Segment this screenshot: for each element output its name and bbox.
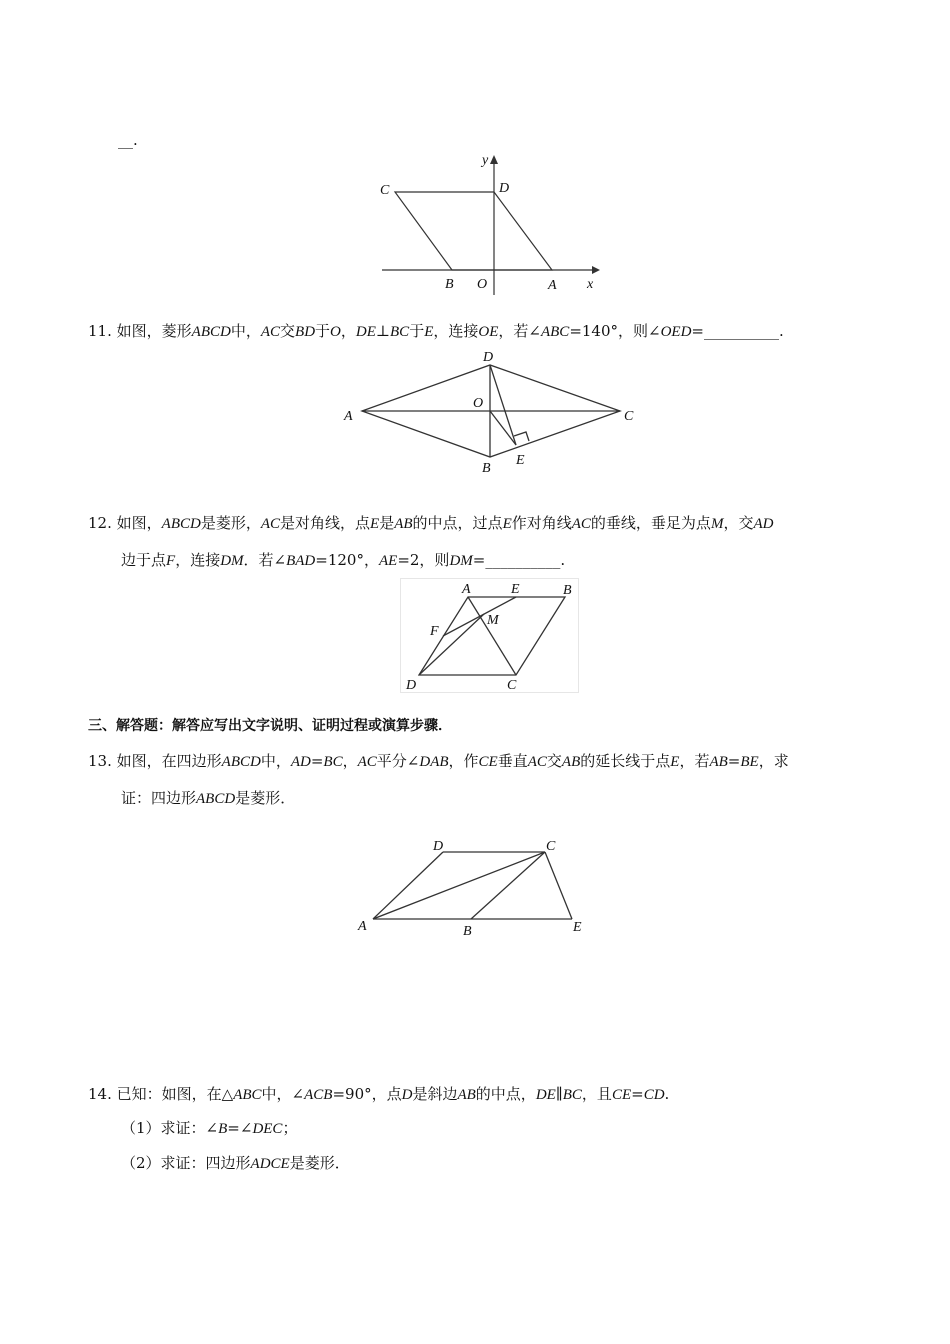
label-e: E — [511, 582, 520, 597]
diagonal-ac — [468, 597, 516, 675]
segment-oe — [490, 411, 516, 445]
label-e: E — [516, 453, 525, 468]
label-a: A — [358, 919, 367, 934]
label-b: B — [482, 461, 491, 476]
label-e: E — [573, 920, 582, 935]
label-c: C — [507, 678, 517, 693]
label-m: M — [487, 613, 499, 628]
label-c: C — [380, 183, 390, 198]
x-axis-arrow — [592, 266, 600, 274]
label-x: x — [587, 277, 594, 292]
question-11: 11. 如图，菱形ABCD中，AC交BD于O，DE⊥BC于E，连接OE，若∠ABC=140°，则∠OED=__________. — [88, 322, 784, 340]
question-14-part-2: （2）求证：四边形ADCE是菱形． — [121, 1154, 350, 1172]
label-a: A — [344, 409, 353, 424]
question-12-line-1: 12. 如图，ABCD是菱形，AC是对角线，点E是AB的中点，过点E作对角线AC的垂线，垂足为点M，交AD — [88, 514, 774, 532]
question-14-part-1: （1）求证：∠B=∠DEC； — [121, 1119, 298, 1137]
label-c: C — [546, 839, 556, 854]
question-13-line-1: 13. 如图，在四边形ABCD中，AD=BC，AC平分∠DAB，作CE垂直AC交AB的延长线于点E，若AB=BE，求 — [88, 752, 789, 770]
segment-ef — [443, 597, 516, 636]
section-header-3: 三、解答题：解答应写出文字说明、证明过程或演算步骤． — [88, 718, 452, 734]
label-y: y — [482, 153, 489, 168]
label-c: C — [624, 409, 634, 424]
label-o: O — [477, 277, 488, 292]
label-d: D — [483, 350, 494, 365]
segment-de — [490, 365, 516, 445]
label-f: F — [430, 624, 439, 639]
figure-q11 — [340, 348, 640, 478]
figure-q12 — [400, 578, 580, 693]
answer-blank-11[interactable]: __________ — [704, 322, 779, 340]
previous-answer-blank: __. — [118, 131, 138, 149]
question-14-line-1: 14. 已知：如图，在△ABC中，∠ACB=90°，点D是斜边AB的中点，DE∥BC，且CE=CD. — [88, 1085, 670, 1103]
segment-ac — [373, 852, 545, 919]
question-13-line-2: 证：四边形ABCD是菱形． — [121, 789, 296, 807]
figure-q10 — [370, 150, 610, 300]
label-b: B — [445, 277, 454, 292]
parallelogram-cdab — [395, 192, 552, 270]
label-o: O — [473, 396, 484, 411]
label-d: D — [433, 839, 444, 854]
answer-blank-12[interactable]: __________ — [485, 551, 561, 569]
question-12-line-2: 边于点F，连接DM．若∠BAD=120°，AE=2，则DM=__________. — [121, 551, 566, 569]
label-a: A — [462, 582, 471, 597]
label-b: B — [563, 583, 572, 598]
label-a: A — [548, 278, 557, 293]
y-axis-arrow — [490, 155, 498, 164]
figure-q13 — [355, 835, 605, 945]
label-b: B — [463, 924, 472, 939]
segment-ce — [545, 852, 572, 919]
segment-bc — [471, 852, 545, 919]
label-d: D — [499, 181, 510, 196]
label-d: D — [406, 678, 417, 693]
segment-ad — [373, 852, 443, 919]
right-angle-mark — [514, 432, 529, 441]
